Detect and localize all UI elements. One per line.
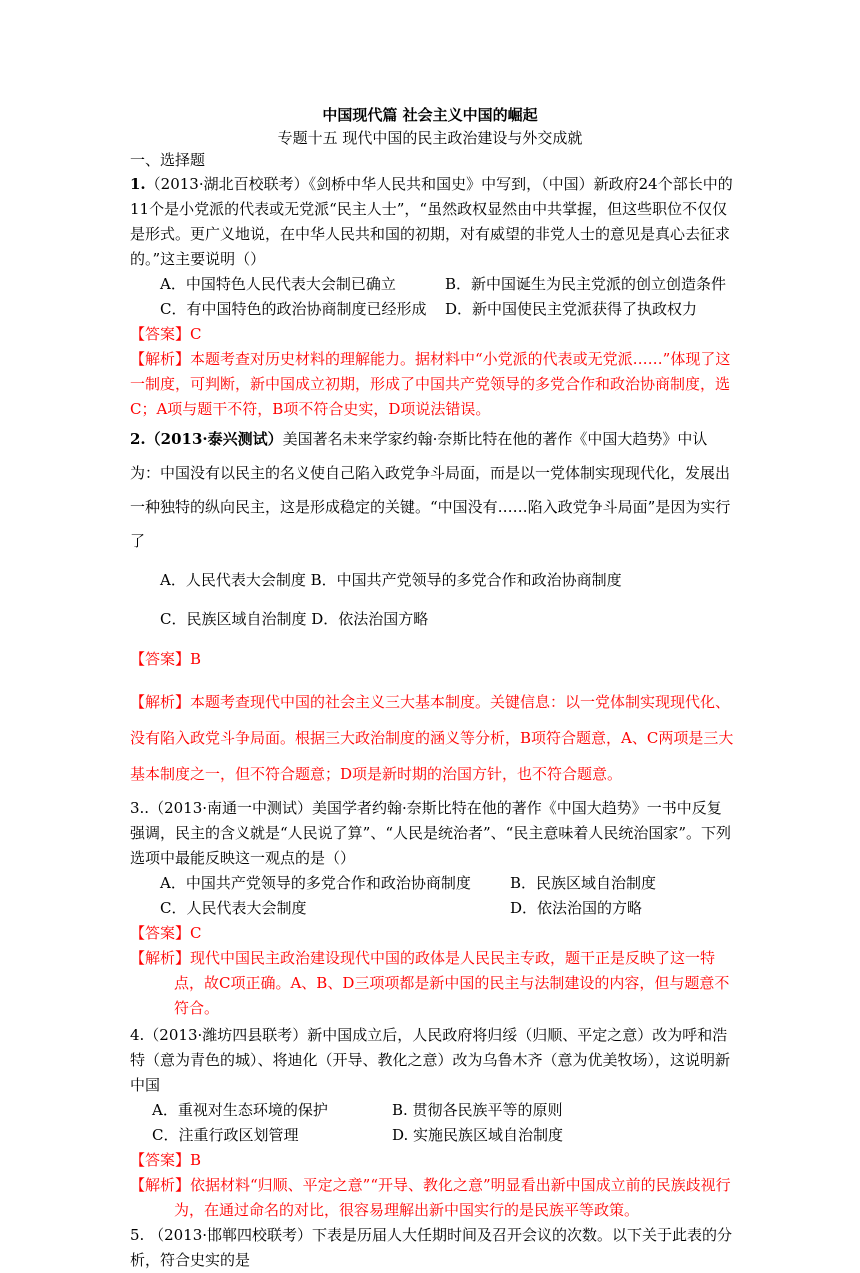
question-3-explanation: 【解析】现代中国民主政治建设现代中国的政体是人民民主专政，题干正是反映了这一特点，故C项正确。A、B、D三项项都是新中国的民主与法制建设的内容，但与题意不符合。 bbox=[130, 949, 730, 1017]
option-a: A．重视对生态环境的保护 bbox=[152, 1101, 328, 1119]
question-3-answer: 【答案】C bbox=[130, 924, 202, 942]
option-d: D. 实施民族区域自治制度 bbox=[392, 1126, 564, 1144]
question-2-text: 美国著名未来学家约翰·奈斯比特在他的著作《中国大趋势》中认为：中国没有以民主的名义使自己陷入政党争斗局面，而是以一党体制实现现代化，发展出一种独特的纵向民主，这是形成稳定的关键。“中国没有……陷入政党争斗局面”是因为实行了 bbox=[130, 430, 731, 550]
question-2-options-cd: C．民族区域自治制度 D．依法治国方略 bbox=[160, 610, 429, 628]
document-subtitle: 专题十五 现代中国的民主政治建设与外交成就 bbox=[277, 129, 583, 147]
question-4-answer: 【答案】B bbox=[130, 1151, 202, 1169]
option-d: D．新中国使民主党派获得了执政权力 bbox=[445, 300, 698, 318]
option-d: D．依法治国的方略 bbox=[510, 899, 643, 917]
question-1-number: 1. bbox=[130, 175, 146, 193]
question-1-text: （2013·湖北百校联考）《剑桥中华人民共和国史》中写到，（中国）新政府24个部长中的11个是小党派的代表或无党派“民主人士”，“虽然政权显然由中共掌握，但这些职位不仅仅是形式。更广义地说，在中华人民共和国的初期，对有威望的非党人士的意见是真心去征求的。”这主要说明（） bbox=[130, 175, 733, 268]
question-1-explanation: 【解析】本题考查对历史材料的理解能力。据材料中“小党派的代表或无党派……”体现了这一制度，可判断，新中国成立初期，形成了中国共产党领导的多党合作和政治协商制度，选C；A项与题干不符，B项不符合史实，D项说法错误。 bbox=[130, 350, 731, 418]
question-2 bbox=[130, 422, 736, 558]
question-2-number: 2.（2013·泰兴测试） bbox=[130, 430, 283, 448]
question-4-options bbox=[130, 1098, 736, 1148]
question-1 bbox=[130, 172, 736, 272]
option-a: A．中国特色人民代表大会制已确立 bbox=[160, 275, 396, 293]
question-1-answer: 【答案】C bbox=[130, 325, 202, 343]
question-2-explanation: 【解析】本题考查现代中国的社会主义三大基本制度。关键信息：以一党体制实现现代化、没有陷入政党斗争局面。根据三大政治制度的涵义等分析，B项符合题意，A、C两项是三大基本制度之一，但不符合题意；D项是新时期的治国方针，也不符合题意。 bbox=[130, 693, 734, 783]
option-c: C．注重行政区划管理 bbox=[152, 1126, 299, 1144]
question-4: 4.（2013·潍坊四县联考）新中国成立后，人民政府将归绥（归顺、平定之意）改为呼和浩特（意为青色的城）、将迪化（开导、教化之意）改为乌鲁木齐（意为优美牧场），这说明新中国 bbox=[130, 1026, 731, 1094]
section-heading: 一、选择题 bbox=[130, 151, 206, 169]
option-c: C．人民代表大会制度 bbox=[160, 899, 307, 917]
question-3-options bbox=[130, 871, 736, 921]
question-1-options bbox=[130, 272, 736, 322]
question-3: 3..（2013·南通一中测试）美国学者约翰·奈斯比特在他的著作《中国大趋势》一书中反复强调，民主的含义就是“人民说了算”、“人民是统治者”、“民主意味着人民统治国家”。下列选项中最能反映这一观点的是（） bbox=[130, 799, 732, 867]
question-2-answer: 【答案】B bbox=[130, 650, 202, 668]
option-b: B．民族区域自治制度 bbox=[510, 874, 657, 892]
document-title: 中国现代篇 社会主义中国的崛起 bbox=[322, 106, 538, 124]
question-4-explanation: 【解析】依据材料“归顺、平定之意”“开导、教化之意”明显看出新中国成立前的民族歧视行为，在通过命名的对比，很容易理解出新中国实行的是民族平等政策。 bbox=[130, 1176, 731, 1219]
option-b: B．新中国诞生为民主党派的创立创造条件 bbox=[445, 275, 727, 293]
option-a: A．中国共产党领导的多党合作和政治协商制度 bbox=[160, 874, 471, 892]
option-c: C．有中国特色的政治协商制度已经形成 bbox=[160, 300, 427, 318]
question-5: 5. （2013·邯郸四校联考）下表是历届人大任期时间及召开会议的次数。以下关于此表的分析，符合史实的是 bbox=[130, 1226, 733, 1269]
question-2-options-ab: A．人民代表大会制度 B．中国共产党领导的多党合作和政治协商制度 bbox=[160, 571, 622, 589]
question-list bbox=[130, 172, 736, 1273]
option-b: B. 贯彻各民族平等的原则 bbox=[392, 1101, 563, 1119]
